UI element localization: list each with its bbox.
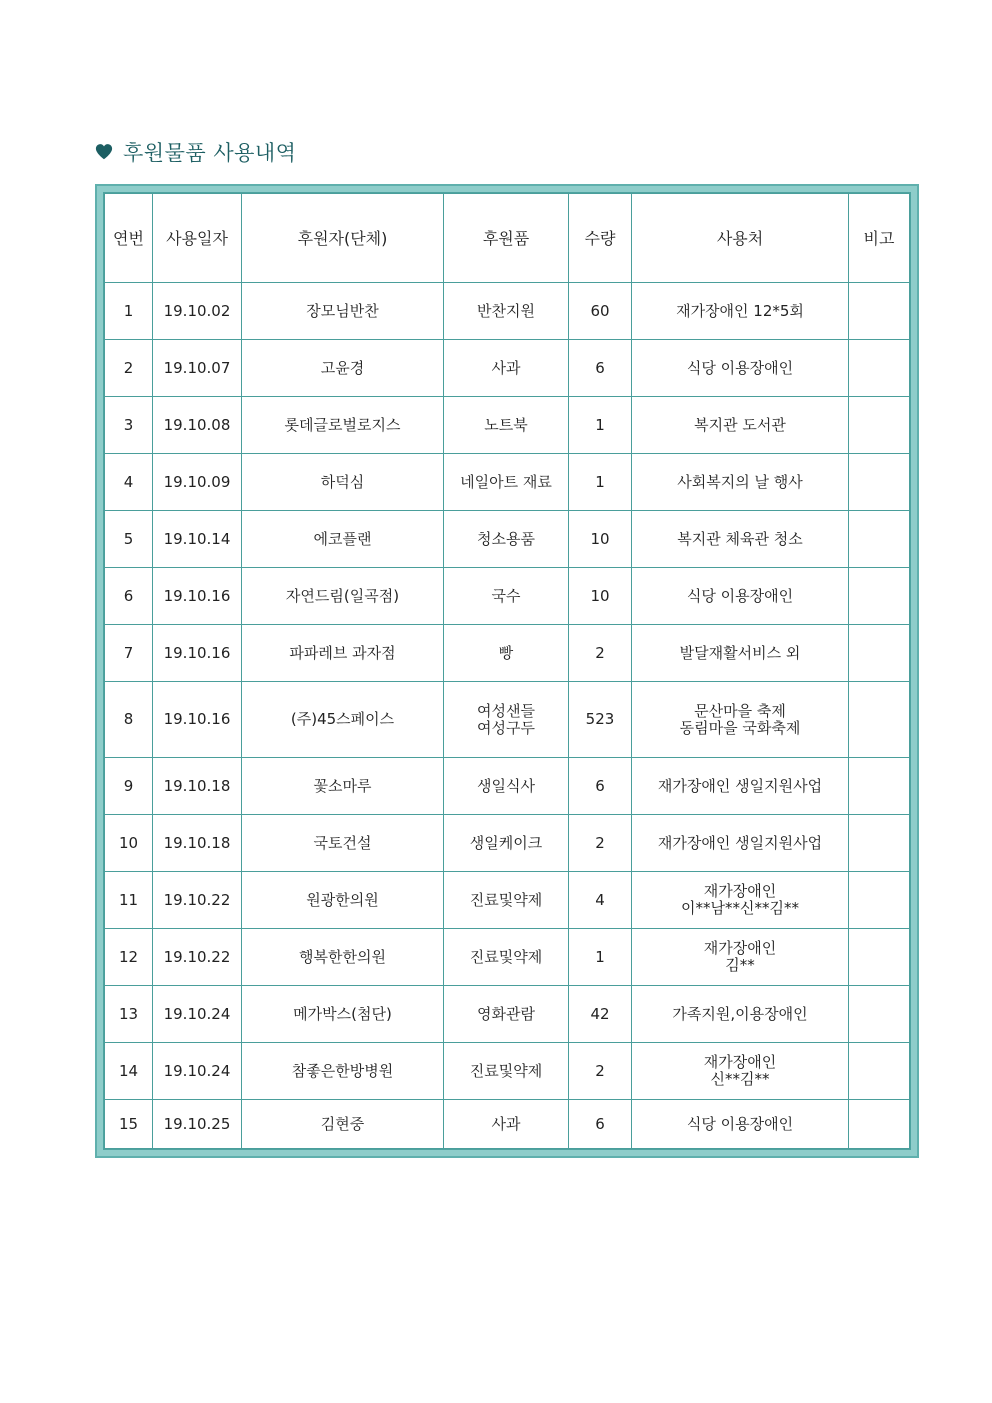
cell-no: 15 — [105, 1100, 153, 1149]
cell-place-line: 가족지원,이용장애인 — [672, 1004, 808, 1023]
cell-note — [849, 454, 910, 511]
cell-place-line: 복지관 체육관 청소 — [677, 529, 803, 548]
cell-qty: 10 — [569, 511, 632, 568]
cell-qty: 1 — [569, 929, 632, 986]
cell-qty: 2 — [569, 815, 632, 872]
cell-date: 19.10.16 — [153, 625, 242, 682]
heart-icon — [95, 143, 113, 161]
cell-item-line: 여성구두 — [477, 718, 535, 737]
header-cell-no: 연번 — [105, 194, 153, 283]
cell-note — [849, 1043, 910, 1100]
cell-no: 12 — [105, 929, 153, 986]
section-title-text: 후원물품 사용내역 — [123, 141, 297, 165]
header-cell-date: 사용일자 — [153, 194, 242, 283]
cell-place-line: 재가장애인 — [703, 939, 777, 957]
cell-date: 19.10.08 — [153, 397, 242, 454]
cell-date: 19.10.16 — [153, 682, 242, 758]
cell-place-line: 복지관 도서관 — [694, 415, 786, 434]
cell-place-line: 동림마을 국화축제 — [679, 718, 801, 737]
cell-note — [849, 511, 910, 568]
cell-date: 19.10.02 — [153, 283, 242, 340]
cell-note — [849, 625, 910, 682]
cell-date: 19.10.16 — [153, 568, 242, 625]
cell-no: 5 — [105, 511, 153, 568]
table-row — [105, 1043, 910, 1100]
cell-date: 19.10.09 — [153, 454, 242, 511]
cell-donor: 국토건설 — [242, 815, 444, 872]
cell-note — [849, 758, 910, 815]
cell-place — [632, 815, 849, 872]
table-row — [105, 872, 910, 929]
table-row — [105, 568, 910, 625]
cell-donor: 에코플랜 — [242, 511, 444, 568]
cell-qty: 6 — [569, 1100, 632, 1149]
cell-date: 19.10.24 — [153, 986, 242, 1043]
cell-qty: 60 — [569, 283, 632, 340]
cell-no: 3 — [105, 397, 153, 454]
header-cell-item: 후원품 — [444, 194, 569, 283]
cell-qty: 1 — [569, 454, 632, 511]
cell-place-line: 이**남**신**김** — [681, 899, 799, 917]
cell-note — [849, 986, 910, 1043]
cell-note — [849, 815, 910, 872]
cell-note — [849, 682, 910, 758]
cell-place — [632, 682, 849, 758]
cell-no: 6 — [105, 568, 153, 625]
cell-place — [632, 454, 849, 511]
cell-donor: 자연드림(일곡점) — [242, 568, 444, 625]
header-cell-qty: 수량 — [569, 194, 632, 283]
cell-date: 19.10.22 — [153, 929, 242, 986]
table-row — [105, 454, 910, 511]
table-row — [105, 929, 910, 986]
cell-donor: 파파레브 과자점 — [242, 625, 444, 682]
cell-no: 10 — [105, 815, 153, 872]
cell-item: 진료및약제 — [444, 872, 569, 929]
cell-note — [849, 929, 910, 986]
cell-place — [632, 872, 849, 929]
cell-item: 사과 — [444, 340, 569, 397]
cell-place — [632, 568, 849, 625]
cell-place — [632, 1100, 849, 1149]
table-row — [105, 511, 910, 568]
cell-item: 네일아트 재료 — [444, 454, 569, 511]
cell-item: 생일케이크 — [444, 815, 569, 872]
cell-place-line: 재가장애인 — [703, 1053, 777, 1071]
cell-qty: 1 — [569, 397, 632, 454]
table-row — [105, 815, 910, 872]
donation-usage-table — [104, 193, 910, 1149]
table-row — [105, 283, 910, 340]
cell-no: 1 — [105, 283, 153, 340]
cell-note — [849, 397, 910, 454]
cell-place-line: 재가장애인 생일지원사업 — [657, 776, 823, 795]
cell-place-line: 식당 이용장애인 — [686, 586, 794, 605]
cell-no: 14 — [105, 1043, 153, 1100]
cell-donor: 장모님반찬 — [242, 283, 444, 340]
cell-item: 영화관람 — [444, 986, 569, 1043]
cell-date: 19.10.24 — [153, 1043, 242, 1100]
cell-qty: 523 — [569, 682, 632, 758]
table-row — [105, 986, 910, 1043]
cell-date: 19.10.14 — [153, 511, 242, 568]
header-row — [105, 194, 910, 283]
cell-item: 반찬지원 — [444, 283, 569, 340]
cell-place — [632, 283, 849, 340]
cell-item: 사과 — [444, 1100, 569, 1149]
cell-no: 2 — [105, 340, 153, 397]
cell-no: 7 — [105, 625, 153, 682]
cell-qty: 42 — [569, 986, 632, 1043]
cell-note — [849, 340, 910, 397]
cell-donor: 김현중 — [242, 1100, 444, 1149]
cell-no: 11 — [105, 872, 153, 929]
cell-place-line: 문산마을 축제 — [694, 701, 786, 720]
cell-place-line: 식당 이용장애인 — [686, 358, 794, 377]
cell-item: 생일식사 — [444, 758, 569, 815]
cell-item: 국수 — [444, 568, 569, 625]
cell-qty: 2 — [569, 625, 632, 682]
header-cell-place: 사용처 — [632, 194, 849, 283]
cell-no: 9 — [105, 758, 153, 815]
cell-item: 청소용품 — [444, 511, 569, 568]
cell-donor: 행복한한의원 — [242, 929, 444, 986]
cell-place — [632, 986, 849, 1043]
table-row — [105, 397, 910, 454]
cell-place — [632, 929, 849, 986]
table-row — [105, 758, 910, 815]
cell-no: 8 — [105, 682, 153, 758]
cell-note — [849, 1100, 910, 1149]
cell-place — [632, 625, 849, 682]
cell-date: 19.10.07 — [153, 340, 242, 397]
cell-date: 19.10.18 — [153, 758, 242, 815]
section-title — [95, 137, 296, 167]
cell-donor: 고윤경 — [242, 340, 444, 397]
cell-place — [632, 1043, 849, 1100]
cell-item — [444, 682, 569, 758]
cell-qty: 2 — [569, 1043, 632, 1100]
cell-item-line: 여성샌들 — [477, 701, 535, 720]
table-row — [105, 340, 910, 397]
cell-donor: (주)45스페이스 — [242, 682, 444, 758]
cell-date: 19.10.18 — [153, 815, 242, 872]
cell-date: 19.10.25 — [153, 1100, 242, 1149]
cell-place-line: 재가장애인 — [703, 882, 777, 900]
cell-item: 진료및약제 — [444, 929, 569, 986]
cell-donor: 참좋은한방병원 — [242, 1043, 444, 1100]
cell-no: 4 — [105, 454, 153, 511]
cell-no: 13 — [105, 986, 153, 1043]
table-row — [105, 682, 910, 758]
cell-place — [632, 758, 849, 815]
cell-note — [849, 283, 910, 340]
cell-qty: 6 — [569, 340, 632, 397]
cell-qty: 10 — [569, 568, 632, 625]
cell-date: 19.10.22 — [153, 872, 242, 929]
cell-item: 진료및약제 — [444, 1043, 569, 1100]
cell-place-line: 식당 이용장애인 — [686, 1114, 794, 1133]
cell-qty: 6 — [569, 758, 632, 815]
cell-place — [632, 511, 849, 568]
header-cell-note: 비고 — [849, 194, 910, 283]
cell-qty: 4 — [569, 872, 632, 929]
cell-place — [632, 397, 849, 454]
cell-item: 빵 — [444, 625, 569, 682]
table-frame-inner — [103, 192, 911, 1150]
cell-place-line: 신**김** — [710, 1070, 770, 1088]
cell-place — [632, 340, 849, 397]
cell-item: 노트북 — [444, 397, 569, 454]
cell-place-line: 재가장애인 생일지원사업 — [657, 833, 823, 852]
table-row — [105, 625, 910, 682]
cell-note — [849, 568, 910, 625]
cell-place-line: 김** — [725, 956, 755, 974]
header-cell-donor: 후원자(단체) — [242, 194, 444, 283]
cell-donor: 꽃소마루 — [242, 758, 444, 815]
cell-place-line: 발달재활서비스 외 — [679, 643, 801, 662]
cell-donor: 메가박스(첨단) — [242, 986, 444, 1043]
cell-place-line: 재가장애인 12*5회 — [676, 301, 804, 320]
table-row — [105, 1100, 910, 1149]
cell-place-line: 사회복지의 날 행사 — [677, 472, 803, 491]
cell-donor: 롯데글로벌로지스 — [242, 397, 444, 454]
table-frame — [95, 184, 919, 1158]
cell-donor: 원광한의원 — [242, 872, 444, 929]
cell-donor: 하덕심 — [242, 454, 444, 511]
cell-note — [849, 872, 910, 929]
